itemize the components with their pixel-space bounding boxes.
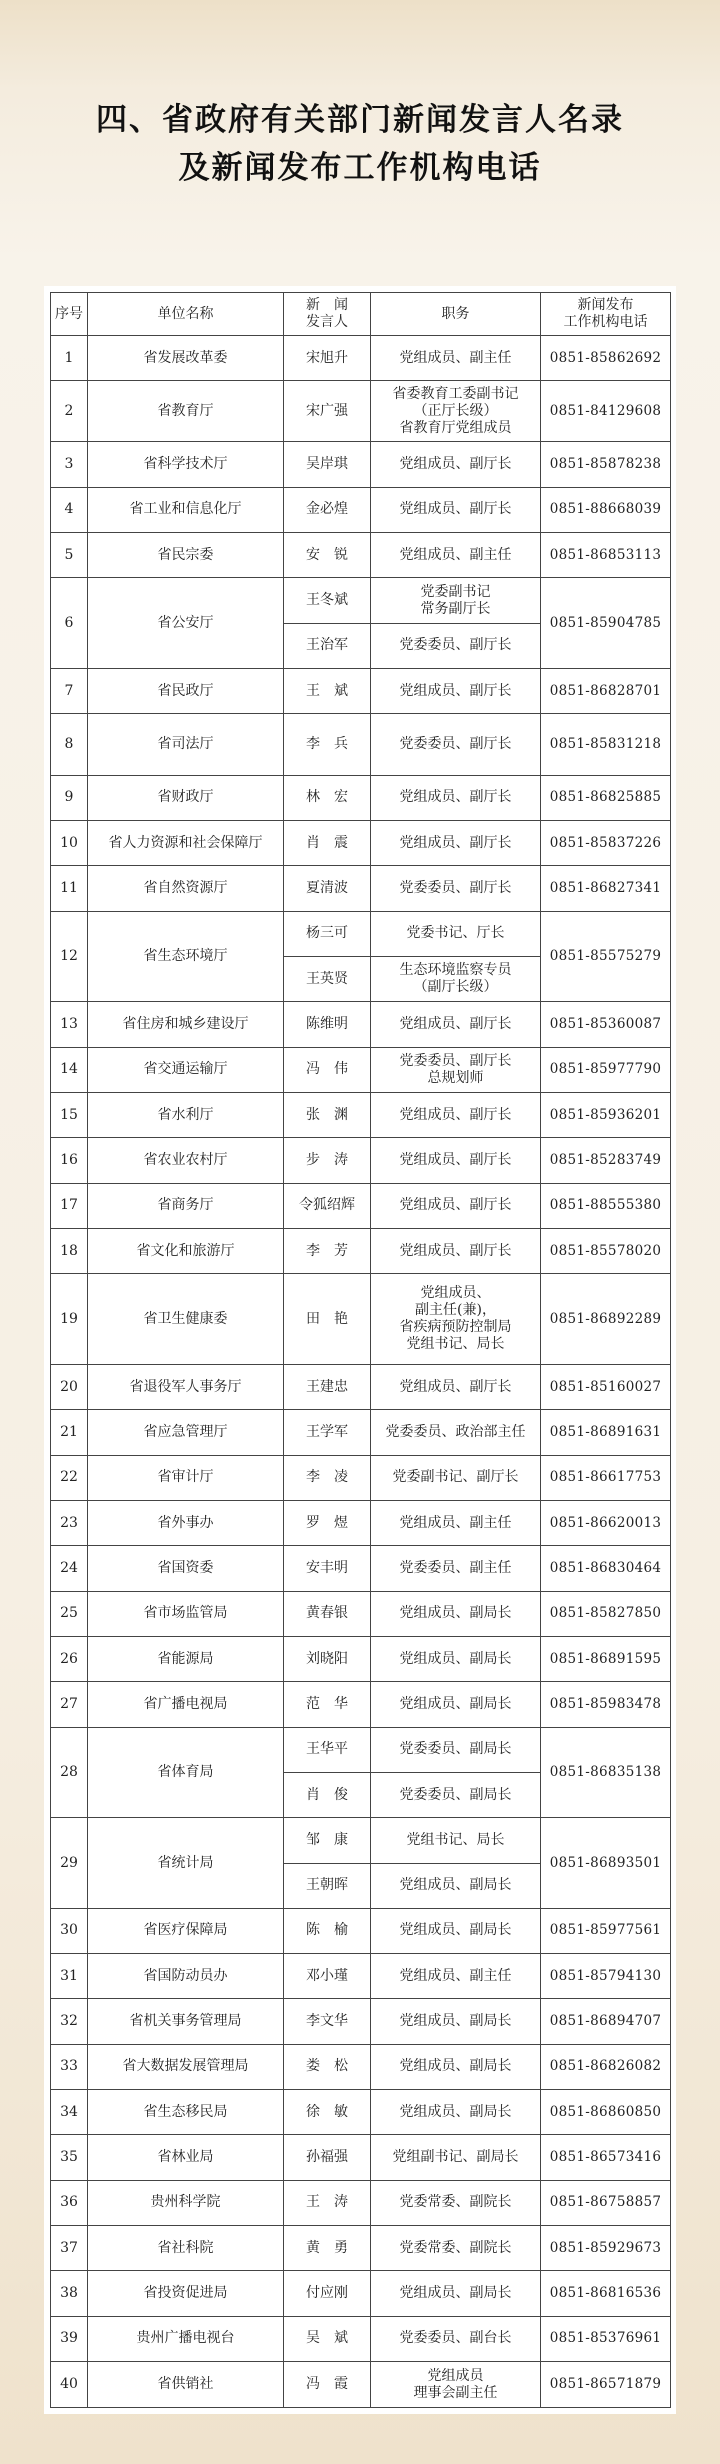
unit-name-cell: 省住房和城乡建设厅 [88, 1002, 284, 1047]
spokesperson-name-cell: 娄 松 [284, 2044, 371, 2089]
spokesperson-name-cell: 田 艳 [284, 1274, 371, 1365]
unit-name-cell: 省文化和旅游厅 [88, 1228, 284, 1273]
unit-name-cell: 省科学技术厅 [88, 442, 284, 487]
position-cell: 生态环境监察专员 （副厅长级） [371, 956, 541, 1001]
row-index-cell: 6 [51, 578, 88, 669]
unit-name-cell: 省工业和信息化厅 [88, 487, 284, 532]
phone-cell: 0851-85977790 [541, 1047, 671, 1092]
table-row [51, 1410, 671, 1455]
row-index-cell: 9 [51, 775, 88, 820]
position-cell: 党委委员、副主任 [371, 1546, 541, 1591]
spokesperson-name-cell: 王 斌 [284, 669, 371, 714]
table-row [51, 1138, 671, 1183]
phone-cell: 0851-86893501 [541, 1818, 671, 1909]
table-row [51, 1999, 671, 2044]
table-row [51, 1183, 671, 1228]
row-index-cell: 36 [51, 2180, 88, 2225]
spokesperson-name-cell: 邓小瑾 [284, 1954, 371, 1999]
unit-name-cell: 省人力资源和社会保障厅 [88, 820, 284, 865]
phone-cell: 0851-85360087 [541, 1002, 671, 1047]
spokesperson-name-cell: 安丰明 [284, 1546, 371, 1591]
position-cell: 党委委员、副厅长 [371, 623, 541, 668]
unit-name-cell: 省教育厅 [88, 381, 284, 442]
spokesperson-name-cell: 王学军 [284, 1410, 371, 1455]
phone-cell: 0851-85827850 [541, 1591, 671, 1636]
spokesperson-name-cell: 李 芳 [284, 1228, 371, 1273]
unit-name-cell: 省应急管理厅 [88, 1410, 284, 1455]
position-cell: 党委副书记 常务副厅长 [371, 578, 541, 623]
row-index-cell: 27 [51, 1682, 88, 1727]
row-index-cell: 19 [51, 1274, 88, 1365]
table-row [51, 1228, 671, 1273]
table-row [51, 1002, 671, 1047]
unit-name-cell: 贵州广播电视台 [88, 2316, 284, 2361]
table-row [51, 714, 671, 775]
row-index-cell: 30 [51, 1908, 88, 1953]
spokesperson-name-cell: 张 渊 [284, 1092, 371, 1137]
position-cell: 党委委员、副台长 [371, 2316, 541, 2361]
phone-cell: 0851-88668039 [541, 487, 671, 532]
position-cell: 党组成员、副厅长 [371, 1183, 541, 1228]
row-index-cell: 35 [51, 2135, 88, 2180]
position-cell: 党委委员、副厅长 总规划师 [371, 1047, 541, 1092]
header-unit: 单位名称 [88, 293, 284, 336]
table-row [51, 1500, 671, 1545]
row-index-cell: 34 [51, 2090, 88, 2135]
unit-name-cell: 省民宗委 [88, 533, 284, 578]
unit-name-cell: 省公安厅 [88, 578, 284, 669]
phone-cell: 0851-85283749 [541, 1138, 671, 1183]
table-header-row [51, 293, 671, 336]
phone-cell: 0851-85837226 [541, 820, 671, 865]
row-index-cell: 4 [51, 487, 88, 532]
spokesperson-name-cell: 安 锐 [284, 533, 371, 578]
position-cell: 党委委员、副厅长 [371, 866, 541, 911]
unit-name-cell: 省退役军人事务厅 [88, 1364, 284, 1409]
phone-cell: 0851-85575279 [541, 911, 671, 1002]
position-cell: 党组成员、副厅长 [371, 442, 541, 487]
unit-name-cell: 省市场监管局 [88, 1591, 284, 1636]
row-index-cell: 37 [51, 2226, 88, 2271]
table-row [51, 2180, 671, 2225]
phone-cell: 0851-86617753 [541, 1455, 671, 1500]
unit-name-cell: 省国资委 [88, 1546, 284, 1591]
position-cell: 党组成员、副局长 [371, 1863, 541, 1908]
unit-name-cell: 省审计厅 [88, 1455, 284, 1500]
row-index-cell: 24 [51, 1546, 88, 1591]
phone-cell: 0851-85929673 [541, 2226, 671, 2271]
phone-cell: 0851-85983478 [541, 1682, 671, 1727]
spokesperson-name-cell: 黄 勇 [284, 2226, 371, 2271]
position-cell: 党委常委、副院长 [371, 2226, 541, 2271]
spokesperson-name-cell: 王朝晖 [284, 1863, 371, 1908]
row-index-cell: 25 [51, 1591, 88, 1636]
table-row [51, 1047, 671, 1092]
spokesperson-name-cell: 王英贤 [284, 956, 371, 1001]
phone-cell: 0851-85160027 [541, 1364, 671, 1409]
position-cell: 党组成员、副厅长 [371, 487, 541, 532]
spokesperson-name-cell: 宋广强 [284, 381, 371, 442]
table-row [51, 1682, 671, 1727]
row-index-cell: 1 [51, 336, 88, 381]
spokesperson-name-cell: 令狐绍辉 [284, 1183, 371, 1228]
position-cell: 党组成员、副局长 [371, 2044, 541, 2089]
spokesperson-name-cell: 王治军 [284, 623, 371, 668]
table-row [51, 1364, 671, 1409]
table-row [51, 336, 671, 381]
row-index-cell: 11 [51, 866, 88, 911]
row-index-cell: 17 [51, 1183, 88, 1228]
phone-cell: 0851-86826082 [541, 2044, 671, 2089]
spokesperson-name-cell: 徐 敏 [284, 2090, 371, 2135]
table-row [51, 866, 671, 911]
spokesperson-name-cell: 冯 伟 [284, 1047, 371, 1092]
position-cell: 党组成员、副厅长 [371, 775, 541, 820]
position-cell: 党委委员、副厅长 [371, 714, 541, 775]
row-index-cell: 20 [51, 1364, 88, 1409]
row-index-cell: 18 [51, 1228, 88, 1273]
spokesperson-name-cell: 李 凌 [284, 1455, 371, 1500]
header-position: 职务 [371, 293, 541, 336]
unit-name-cell: 省生态环境厅 [88, 911, 284, 1002]
header-phone: 新闻发布 工作机构电话 [541, 293, 671, 336]
spokesperson-name-cell: 宋旭升 [284, 336, 371, 381]
unit-name-cell: 省社科院 [88, 2226, 284, 2271]
spokesperson-name-cell: 冯 霞 [284, 2362, 371, 2408]
table-row [51, 381, 671, 442]
phone-cell: 0851-86758857 [541, 2180, 671, 2225]
spokesperson-name-cell: 吴岸琪 [284, 442, 371, 487]
unit-name-cell: 省供销社 [88, 2362, 284, 2408]
table-row [51, 775, 671, 820]
phone-cell: 0851-85376961 [541, 2316, 671, 2361]
position-cell: 党组成员、副厅长 [371, 1002, 541, 1047]
table-row [51, 1274, 671, 1365]
phone-cell: 0851-88555380 [541, 1183, 671, 1228]
table-card [44, 286, 676, 2414]
spokesperson-name-cell: 杨三可 [284, 911, 371, 956]
spokesperson-name-cell: 王冬斌 [284, 578, 371, 623]
phone-cell: 0851-86825885 [541, 775, 671, 820]
page-title [0, 96, 720, 192]
unit-name-cell: 贵州科学院 [88, 2180, 284, 2225]
phone-cell: 0851-86816536 [541, 2271, 671, 2316]
unit-name-cell: 省外事办 [88, 1500, 284, 1545]
unit-name-cell: 省司法厅 [88, 714, 284, 775]
spokesperson-name-cell: 黄春银 [284, 1591, 371, 1636]
spokesperson-name-cell: 陈维明 [284, 1002, 371, 1047]
spokesperson-name-cell: 李 兵 [284, 714, 371, 775]
row-index-cell: 40 [51, 2362, 88, 2408]
position-cell: 党组成员、副局长 [371, 1636, 541, 1681]
table-row [51, 669, 671, 714]
row-index-cell: 21 [51, 1410, 88, 1455]
table-row [51, 2090, 671, 2135]
spokesperson-name-cell: 步 涛 [284, 1138, 371, 1183]
position-cell: 党组成员、副主任 [371, 336, 541, 381]
unit-name-cell: 省生态移民局 [88, 2090, 284, 2135]
spokesperson-name-cell: 付应刚 [284, 2271, 371, 2316]
table-row [51, 2135, 671, 2180]
spokesperson-name-cell: 王华平 [284, 1727, 371, 1772]
position-cell: 党组成员、 副主任(兼)， 省疾病预防控制局 党组书记、局长 [371, 1274, 541, 1365]
phone-cell: 0851-86835138 [541, 1727, 671, 1818]
position-cell: 党组成员 理事会副主任 [371, 2362, 541, 2408]
unit-name-cell: 省自然资源厅 [88, 866, 284, 911]
position-cell: 党委常委、副院长 [371, 2180, 541, 2225]
table-row [51, 1591, 671, 1636]
spokesperson-name-cell: 林 宏 [284, 775, 371, 820]
position-cell: 党组成员、副局长 [371, 1591, 541, 1636]
header-spokesperson: 新 闻 发言人 [284, 293, 371, 336]
table-row [51, 442, 671, 487]
phone-cell: 0851-85862692 [541, 336, 671, 381]
table-row [51, 533, 671, 578]
unit-name-cell: 省交通运输厅 [88, 1047, 284, 1092]
spokesperson-name-cell: 陈 榆 [284, 1908, 371, 1953]
unit-name-cell: 省农业农村厅 [88, 1138, 284, 1183]
position-cell: 党组副书记、副局长 [371, 2135, 541, 2180]
position-cell: 党委委员、副局长 [371, 1727, 541, 1772]
position-cell: 党组成员、副厅长 [371, 1138, 541, 1183]
position-cell: 党组成员、副厅长 [371, 1092, 541, 1137]
row-index-cell: 16 [51, 1138, 88, 1183]
table-row [51, 1636, 671, 1681]
row-index-cell: 3 [51, 442, 88, 487]
spokesperson-name-cell: 孙福强 [284, 2135, 371, 2180]
spokesperson-name-cell: 肖 震 [284, 820, 371, 865]
table-row [51, 578, 671, 623]
row-index-cell: 14 [51, 1047, 88, 1092]
row-index-cell: 31 [51, 1954, 88, 1999]
position-cell: 党委委员、副局长 [371, 1772, 541, 1817]
table-row [51, 2316, 671, 2361]
unit-name-cell: 省林业局 [88, 2135, 284, 2180]
spokesperson-name-cell: 金必煌 [284, 487, 371, 532]
position-cell: 党组成员、副局长 [371, 1908, 541, 1953]
position-cell: 党委书记、厅长 [371, 911, 541, 956]
spokesperson-name-cell: 王 涛 [284, 2180, 371, 2225]
position-cell: 党委副书记、副厅长 [371, 1455, 541, 1500]
unit-name-cell: 省国防动员办 [88, 1954, 284, 1999]
unit-name-cell: 省商务厅 [88, 1183, 284, 1228]
table-row [51, 1908, 671, 1953]
row-index-cell: 5 [51, 533, 88, 578]
table-row [51, 2362, 671, 2408]
table-row [51, 1546, 671, 1591]
spokesperson-name-cell: 王建忠 [284, 1364, 371, 1409]
phone-cell: 0851-86892289 [541, 1274, 671, 1365]
phone-cell: 0851-85794130 [541, 1954, 671, 1999]
row-index-cell: 8 [51, 714, 88, 775]
position-cell: 党组书记、局长 [371, 1818, 541, 1863]
table-row [51, 911, 671, 956]
row-index-cell: 2 [51, 381, 88, 442]
row-index-cell: 33 [51, 2044, 88, 2089]
phone-cell: 0851-85578020 [541, 1228, 671, 1273]
row-index-cell: 22 [51, 1455, 88, 1500]
row-index-cell: 15 [51, 1092, 88, 1137]
position-cell: 党组成员、副主任 [371, 533, 541, 578]
phone-cell: 0851-86828701 [541, 669, 671, 714]
phone-cell: 0851-86891631 [541, 1410, 671, 1455]
phone-cell: 0851-86894707 [541, 1999, 671, 2044]
unit-name-cell: 省大数据发展管理局 [88, 2044, 284, 2089]
table-row [51, 2271, 671, 2316]
phone-cell: 0851-85936201 [541, 1092, 671, 1137]
spokesperson-name-cell: 罗 煜 [284, 1500, 371, 1545]
phone-cell: 0851-86853113 [541, 533, 671, 578]
phone-cell: 0851-86891595 [541, 1636, 671, 1681]
unit-name-cell: 省能源局 [88, 1636, 284, 1681]
unit-name-cell: 省民政厅 [88, 669, 284, 714]
spokesperson-name-cell: 邹 康 [284, 1818, 371, 1863]
spokesperson-table [50, 292, 671, 2408]
table-row [51, 1954, 671, 1999]
table-row [51, 1455, 671, 1500]
spokesperson-name-cell: 夏清波 [284, 866, 371, 911]
position-cell: 党组成员、副局长 [371, 1999, 541, 2044]
table-row [51, 1092, 671, 1137]
row-index-cell: 29 [51, 1818, 88, 1909]
spokesperson-name-cell: 吴 斌 [284, 2316, 371, 2361]
unit-name-cell: 省发展改革委 [88, 336, 284, 381]
unit-name-cell: 省医疗保障局 [88, 1908, 284, 1953]
table-row [51, 2044, 671, 2089]
position-cell: 党组成员、副主任 [371, 1954, 541, 1999]
table-row [51, 487, 671, 532]
unit-name-cell: 省机关事务管理局 [88, 1999, 284, 2044]
title-line-1: 四、省政府有关部门新闻发言人名录 [96, 102, 624, 138]
position-cell: 党委委员、政治部主任 [371, 1410, 541, 1455]
unit-name-cell: 省投资促进局 [88, 2271, 284, 2316]
phone-cell: 0851-85904785 [541, 578, 671, 669]
table-row [51, 820, 671, 865]
spokesperson-name-cell: 范 华 [284, 1682, 371, 1727]
row-index-cell: 39 [51, 2316, 88, 2361]
position-cell: 党组成员、副厅长 [371, 669, 541, 714]
row-index-cell: 26 [51, 1636, 88, 1681]
phone-cell: 0851-85878238 [541, 442, 671, 487]
phone-cell: 0851-86620013 [541, 1500, 671, 1545]
phone-cell: 0851-85831218 [541, 714, 671, 775]
row-index-cell: 10 [51, 820, 88, 865]
position-cell: 党组成员、副局长 [371, 2090, 541, 2135]
row-index-cell: 32 [51, 1999, 88, 2044]
table-row [51, 1818, 671, 1863]
phone-cell: 0851-86571879 [541, 2362, 671, 2408]
unit-name-cell: 省卫生健康委 [88, 1274, 284, 1365]
phone-cell: 0851-86573416 [541, 2135, 671, 2180]
spokesperson-name-cell: 李文华 [284, 1999, 371, 2044]
row-index-cell: 23 [51, 1500, 88, 1545]
position-cell: 党组成员、副厅长 [371, 820, 541, 865]
row-index-cell: 12 [51, 911, 88, 1002]
table-row [51, 1727, 671, 1772]
phone-cell: 0851-85977561 [541, 1908, 671, 1953]
unit-name-cell: 省广播电视局 [88, 1682, 284, 1727]
position-cell: 党组成员、副主任 [371, 1500, 541, 1545]
spokesperson-name-cell: 肖 俊 [284, 1772, 371, 1817]
position-cell: 省委教育工委副书记 （正厅长级） 省教育厅党组成员 [371, 381, 541, 442]
unit-name-cell: 省水利厅 [88, 1092, 284, 1137]
position-cell: 党组成员、副厅长 [371, 1228, 541, 1273]
position-cell: 党组成员、副厅长 [371, 1364, 541, 1409]
position-cell: 党组成员、副局长 [371, 1682, 541, 1727]
title-line-2: 及新闻发布工作机构电话 [178, 150, 542, 186]
unit-name-cell: 省财政厅 [88, 775, 284, 820]
spokesperson-name-cell: 刘晓阳 [284, 1636, 371, 1681]
phone-cell: 0851-86860850 [541, 2090, 671, 2135]
position-cell: 党组成员、副局长 [371, 2271, 541, 2316]
row-index-cell: 7 [51, 669, 88, 714]
unit-name-cell: 省体育局 [88, 1727, 284, 1818]
phone-cell: 0851-84129608 [541, 381, 671, 442]
table-row [51, 2226, 671, 2271]
header-index: 序号 [51, 293, 88, 336]
row-index-cell: 28 [51, 1727, 88, 1818]
phone-cell: 0851-86830464 [541, 1546, 671, 1591]
row-index-cell: 38 [51, 2271, 88, 2316]
row-index-cell: 13 [51, 1002, 88, 1047]
phone-cell: 0851-86827341 [541, 866, 671, 911]
unit-name-cell: 省统计局 [88, 1818, 284, 1909]
